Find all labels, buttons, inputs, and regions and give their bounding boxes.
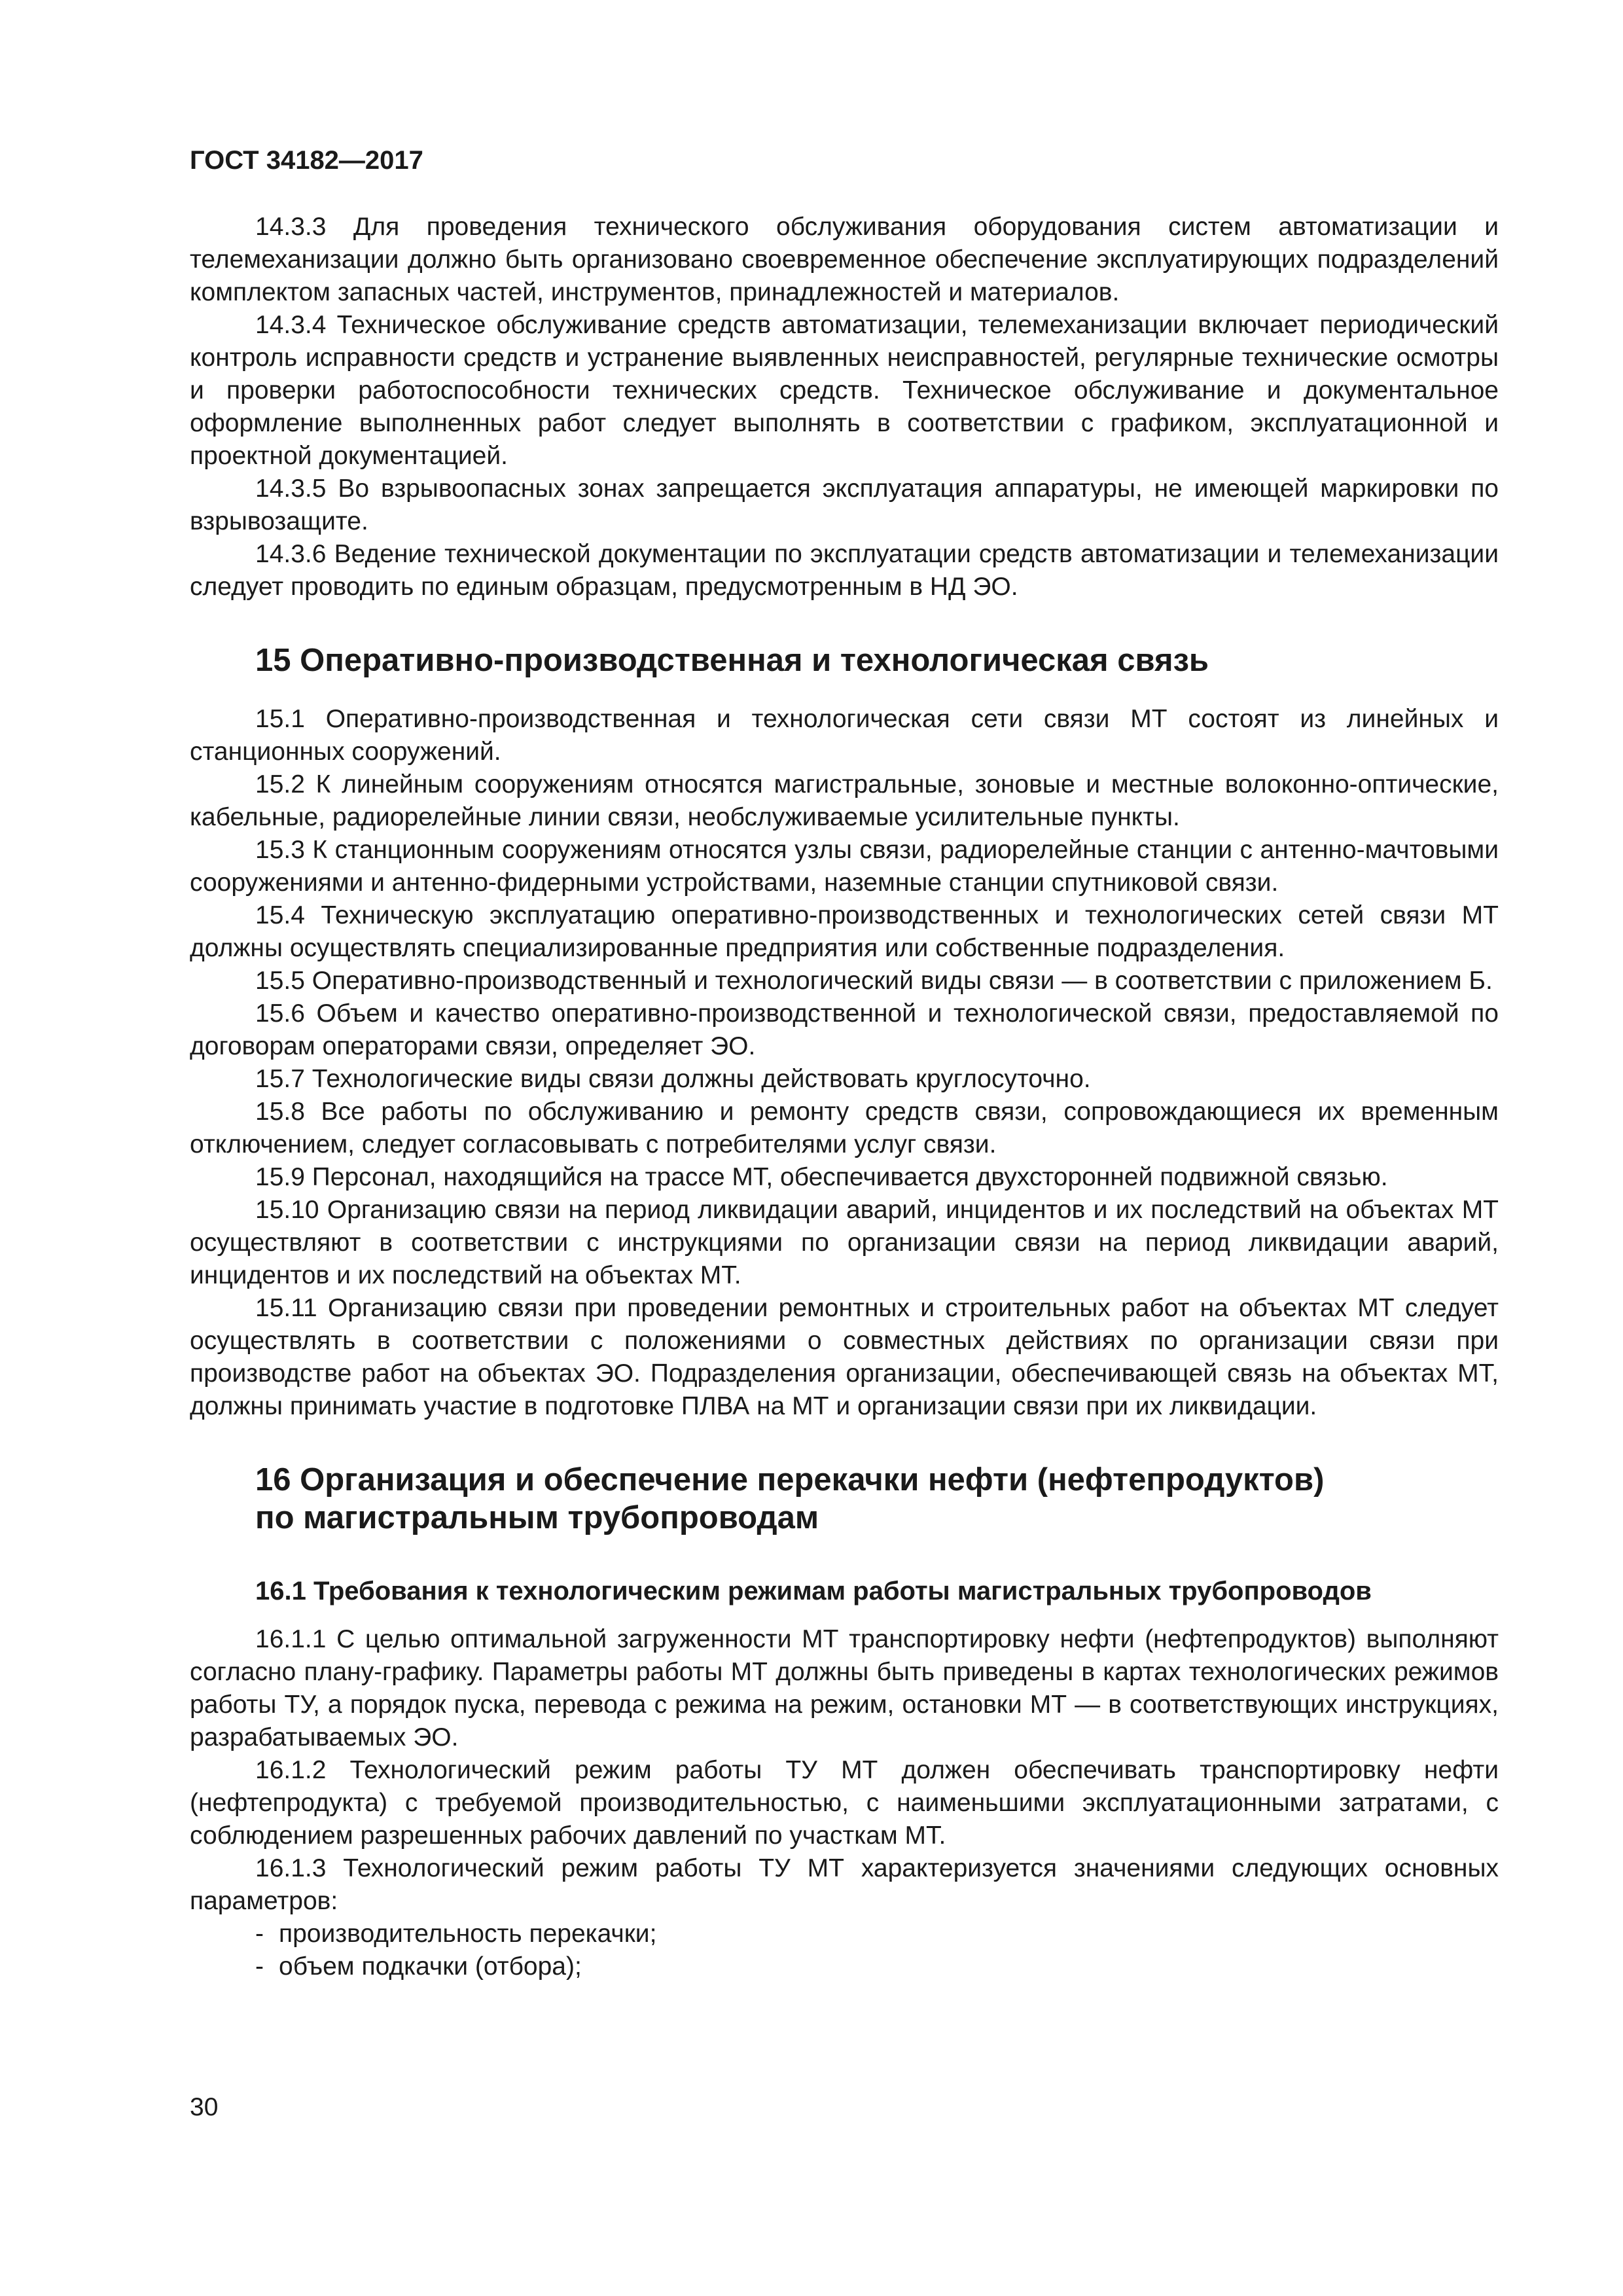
paragraph-15-9: 15.9 Персонал, находящийся на трассе МТ, обеспечивается двухсторонней подвижной связью. bbox=[255, 1163, 1388, 1191]
list-item-text: производительность перекачки; bbox=[279, 1920, 657, 1948]
list-item bbox=[255, 1918, 1499, 1950]
page-number: 30 bbox=[190, 2093, 219, 2121]
paragraph-16-1-3: 16.1.3 Технологический режим работы ТУ МТ характеризуется значениями следующих основных параметров: bbox=[190, 1854, 1499, 1915]
section-16-heading bbox=[255, 1461, 1499, 1537]
paragraph-15-11: 15.11 Организацию связи при проведении ремонтных и строительных работ на объектах МТ следует осуществлять в соответствии с положениями о совместных действиях по организации связи при производстве работ на объектах ЭО. Подразделения организации, обеспечивающей связь на объектах МТ, должны принимать участие в подготовке ПЛВА на МТ и организации связи при их ликвидации. bbox=[190, 1294, 1499, 1420]
document-page bbox=[190, 144, 1499, 1983]
paragraph-15-3: 15.3 К станционным сооружениям относятся узлы связи, радиорелейные станции с антенно-мачтовыми сооружениями и антенно-фидерными устройствами, наземные станции спутниковой связи. bbox=[190, 836, 1499, 897]
section-15-heading: 15 Оперативно-производственная и технологическая связь bbox=[255, 643, 1209, 678]
paragraph-14-3-3: 14.3.3 Для проведения технического обслуживания оборудования систем автоматизации и телемеханизации должно быть организовано своевременное обеспечение эксплуатирующих подразделений комплектом запасных частей, инструментов, принадлежностей и материалов. bbox=[190, 213, 1499, 306]
paragraph-15-7: 15.7 Технологические виды связи должны действовать круглосуточно. bbox=[255, 1065, 1091, 1093]
subsection-16-1-heading: 16.1 Требования к технологическим режимам работы магистральных трубопроводов bbox=[255, 1577, 1372, 1605]
paragraph-15-6: 15.6 Объем и качество оперативно-производственной и технологической связи, предоставляемой по договорам операторами связи, определяет ЭО. bbox=[190, 999, 1499, 1060]
list-item-text: объем подкачки (отбора); bbox=[279, 1952, 582, 1981]
document-code-header: ГОСТ 34182—2017 bbox=[190, 146, 423, 175]
paragraph-16-1-2: 16.1.2 Технологический режим работы ТУ МТ должен обеспечивать транспортировку нефти (нефтепродукта) с требуемой производительностью, с наименьшими эксплуатационными затратами, с соблюдением разрешенных рабочих давлений по участкам МТ. bbox=[190, 1756, 1499, 1850]
paragraph-14-3-4: 14.3.4 Техническое обслуживание средств автоматизации, телемеханизации включает периодический контроль исправности средств и устранение выявленных неисправностей, регулярные технические осмотры и проверки работоспособности технических средств. Техническое обслуживание и документальное оформление выполненных работ следует выполнять в соответствии с графиком, эксплуатационной и проектной документацией. bbox=[190, 311, 1499, 470]
section-16-heading-line2: по магистральным трубопроводам bbox=[255, 1500, 819, 1535]
paragraph-14-3-6: 14.3.6 Ведение технической документации по эксплуатации средств автоматизации и телемеханизации следует проводить по единым образцам, предусмотренным в НД ЭО. bbox=[190, 540, 1499, 601]
paragraph-15-4: 15.4 Техническую эксплуатацию оперативно-производственных и технологических сетей связи МТ должны осуществлять специализированные предприятия или собственные подразделения. bbox=[190, 901, 1499, 962]
list-dash: - bbox=[255, 1920, 264, 1948]
paragraph-15-8: 15.8 Все работы по обслуживанию и ремонту средств связи, сопровождающиеся их временным отключением, следует согласовывать с потребителями услуг связи. bbox=[190, 1098, 1499, 1158]
list-item bbox=[255, 1950, 1499, 1983]
paragraph-15-1: 15.1 Оперативно-производственная и технологическая сети связи МТ состоят из линейных и станционных сооружений. bbox=[190, 705, 1499, 766]
section-16-heading-line1: 16 Организация и обеспечение перекачки нефти (нефтепродуктов) bbox=[255, 1462, 1325, 1498]
paragraph-16-1-1: 16.1.1 С целью оптимальной загруженности МТ транспортировку нефти (нефтепродуктов) выполняют согласно плану-графику. Параметры работы МТ должны быть приведены в картах технологических режимов работы ТУ, а порядок пуска, перевода с режима на режим, остановки МТ — в соответствующих инструкциях, разрабатываемых ЭО. bbox=[190, 1625, 1499, 1751]
paragraph-15-2: 15.2 К линейным сооружениям относятся магистральные, зоновые и местные волоконно-оптические, кабельные, радиорелейные линии связи, необслуживаемые усилительные пункты. bbox=[190, 770, 1499, 831]
list-dash: - bbox=[255, 1952, 264, 1981]
paragraph-15-10: 15.10 Организацию связи на период ликвидации аварий, инцидентов и их последствий на объектах МТ осуществляют в соответствии с инструкциями по организации связи на период ликвидации аварий, инцидентов и их последствий на объектах МТ. bbox=[190, 1196, 1499, 1289]
paragraph-14-3-5: 14.3.5 Во взрывоопасных зонах запрещается эксплуатация аппаратуры, не имеющей маркировки по взрывозащите. bbox=[190, 475, 1499, 535]
paragraph-15-5: 15.5 Оперативно-производственный и технологический виды связи — в соответствии с приложением Б. bbox=[255, 967, 1493, 995]
